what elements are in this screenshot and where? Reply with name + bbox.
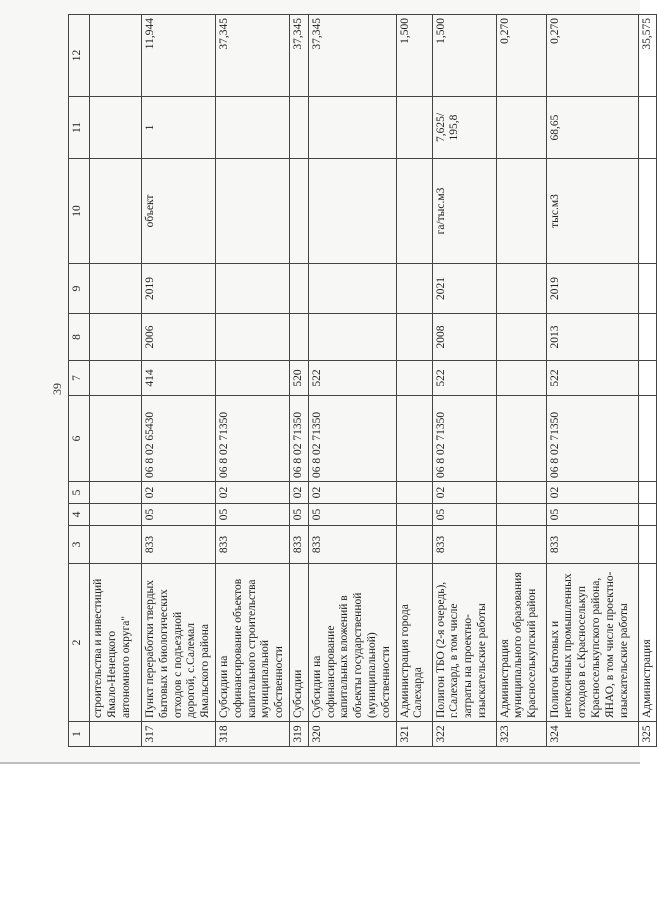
cell-csr: 06 8 02 71350 [432,396,496,482]
cell-start-year [289,314,308,361]
row-number: 319 [289,722,308,747]
cell-rz: 05 [142,504,216,526]
cell-amount: 37,345 [308,15,396,97]
table-row [396,15,432,747]
page-number: 39 [50,383,64,395]
cell-vr [396,361,432,396]
cell-capacity [90,97,142,159]
cell-unit: га/тыс.м3 [432,159,496,264]
cell-gr [638,526,657,564]
cell-gr: 833 [308,526,396,564]
cell-amount [90,15,142,97]
cell-gr [396,526,432,564]
cell-unit [90,159,142,264]
cell-start-year [90,314,142,361]
cell-vr: 522 [432,361,496,396]
cell-end-year: 2021 [432,264,496,314]
cell-unit: тыс.м3 [546,159,638,264]
cell-pr [90,482,142,504]
cell-amount: 0,270 [496,15,546,97]
table-row [546,15,638,747]
row-description: Администрация [638,564,657,722]
row-number: 321 [396,722,432,747]
column-header: 4 [69,504,90,526]
row-description: Полигон ТБО (2-я очередь), г.Салехард, в том числе затраты на проектно-изыскательские работы [432,564,496,722]
column-header: 5 [69,482,90,504]
cell-end-year [638,264,657,314]
row-number: 323 [496,722,546,747]
cell-unit [496,159,546,264]
cell-csr [496,396,546,482]
cell-end-year [215,264,289,314]
cell-capacity [396,97,432,159]
cell-vr [496,361,546,396]
row-description: Администрация муниципального образования Красноселькупский район [496,564,546,722]
budget-table [68,14,657,747]
row-number: 325 [638,722,657,747]
column-header: 11 [69,97,90,159]
cell-end-year [496,264,546,314]
cell-start-year [215,314,289,361]
cell-vr: 520 [289,361,308,396]
row-description: Администрация города Салехарда [396,564,432,722]
cell-gr [90,526,142,564]
cell-unit [289,159,308,264]
cell-rz [396,504,432,526]
cell-pr: 02 [142,482,216,504]
cell-amount: 37,345 [215,15,289,97]
row-number: 324 [546,722,638,747]
cell-vr: 522 [308,361,396,396]
row-number: 322 [432,722,496,747]
cell-gr: 833 [142,526,216,564]
row-description: строительства и инвестиций Ямало-Ненецкого автономного округа" [90,564,142,722]
cell-csr [90,396,142,482]
cell-amount: 35,575 [638,15,657,97]
row-number: 318 [215,722,289,747]
rotated-content [37,0,653,750]
cell-unit [638,159,657,264]
cell-end-year [90,264,142,314]
cell-pr: 02 [546,482,638,504]
cell-csr: 06 8 02 71350 [308,396,396,482]
cell-gr: 833 [546,526,638,564]
column-header: 10 [69,159,90,264]
cell-vr: 522 [546,361,638,396]
cell-pr: 02 [432,482,496,504]
cell-vr [215,361,289,396]
row-number: 320 [308,722,396,747]
cell-start-year [496,314,546,361]
cell-amount: 1,500 [396,15,432,97]
column-header: 1 [69,722,90,747]
cell-gr: 833 [432,526,496,564]
cell-unit [308,159,396,264]
cell-capacity [289,97,308,159]
cell-unit [215,159,289,264]
cell-capacity [215,97,289,159]
column-header: 9 [69,264,90,314]
cell-csr: 06 8 02 71350 [546,396,638,482]
table-row [432,15,496,747]
cell-gr: 833 [215,526,289,564]
column-header: 3 [69,526,90,564]
table-row [638,15,657,747]
cell-start-year [638,314,657,361]
row-description: Полигон бытовых и нетоксичных промышленных отходов в с.Красноселькуп Красноселькупского района, ЯНАО, в том числе проектно-изыскательские работы [546,564,638,722]
cell-csr: 06 8 02 71350 [215,396,289,482]
column-header: 12 [69,15,90,97]
cell-start-year: 2008 [432,314,496,361]
cell-capacity [638,97,657,159]
cell-csr: 06 8 02 71350 [289,396,308,482]
cell-pr [638,482,657,504]
cell-rz: 05 [308,504,396,526]
column-header: 8 [69,314,90,361]
cell-csr [638,396,657,482]
cell-rz: 05 [432,504,496,526]
table-header-row [69,15,90,747]
cell-vr [90,361,142,396]
cell-start-year: 2013 [546,314,638,361]
cell-pr [396,482,432,504]
table-row [215,15,289,747]
cell-end-year [308,264,396,314]
cell-capacity: 68,65 [546,97,638,159]
cell-amount: 1,500 [432,15,496,97]
cell-capacity: 7,625/ 195,8 [432,97,496,159]
cell-gr [496,526,546,564]
row-description: Субсидии на софинансирование капитальных вложений в объекты государственной (муниципальной) собственности [308,564,396,722]
row-description: Пункт переработки твердых бытовых и биологических отходов с подъездной дорогой, с.Салемал Ямальского района [142,564,216,722]
cell-rz [496,504,546,526]
cell-rz [90,504,142,526]
cell-amount: 37,345 [289,15,308,97]
cell-csr: 06 8 02 65430 [142,396,216,482]
column-header: 7 [69,361,90,396]
cell-start-year [396,314,432,361]
cell-csr [396,396,432,482]
cell-pr: 02 [215,482,289,504]
column-header: 6 [69,396,90,482]
cell-vr [638,361,657,396]
table-row [289,15,308,747]
cell-rz [638,504,657,526]
cell-end-year: 2019 [142,264,216,314]
cell-end-year [396,264,432,314]
cell-pr: 02 [289,482,308,504]
cell-pr: 02 [308,482,396,504]
table-row [142,15,216,747]
cell-amount: 11,944 [142,15,216,97]
cell-rz: 05 [289,504,308,526]
cell-rz: 05 [546,504,638,526]
cell-unit: объект [142,159,216,264]
cell-capacity [496,97,546,159]
row-description: Субсидии [289,564,308,722]
cell-rz: 05 [215,504,289,526]
cell-pr [496,482,546,504]
row-description: Субсидии на софинансирование объектов капитального строительства муниципальной собственности [215,564,289,722]
cell-unit [396,159,432,264]
table-row [496,15,546,747]
cell-start-year [308,314,396,361]
cell-gr: 833 [289,526,308,564]
cell-vr: 414 [142,361,216,396]
table-row [308,15,396,747]
cell-capacity [308,97,396,159]
column-header: 2 [69,564,90,722]
cell-amount: 0,270 [546,15,638,97]
cell-end-year: 2019 [546,264,638,314]
cell-end-year [289,264,308,314]
table-row [90,15,142,747]
row-number [90,722,142,747]
cell-start-year: 2006 [142,314,216,361]
row-number: 317 [142,722,216,747]
cell-capacity: 1 [142,97,216,159]
blank-margin [0,764,640,905]
